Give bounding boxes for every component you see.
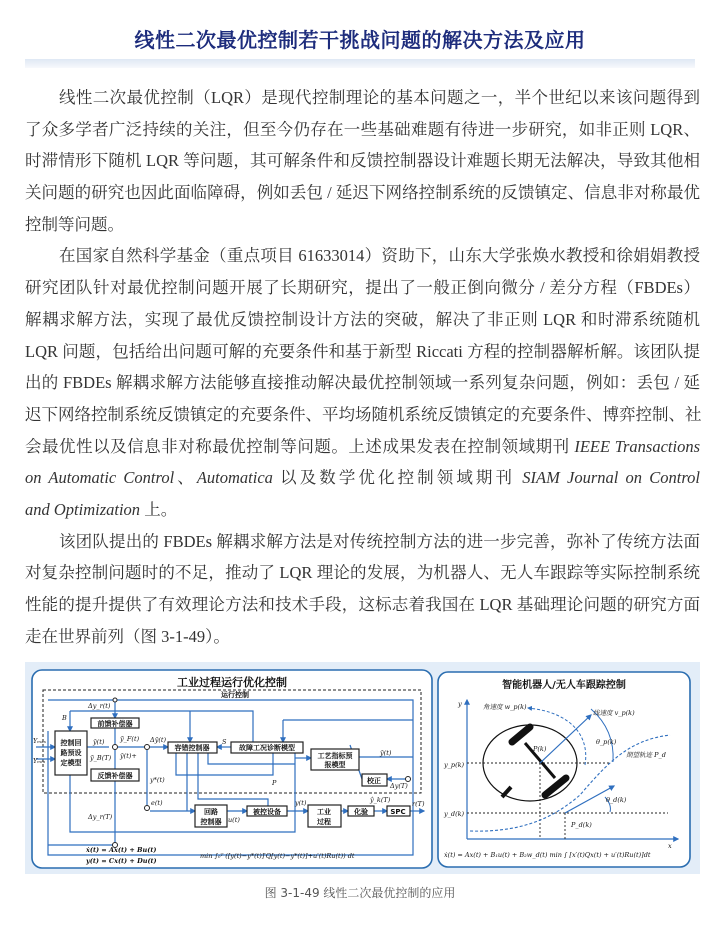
diagram-label: 控制回 (60, 739, 82, 747)
paragraph-line (25, 272, 700, 304)
diagram-label: P(k) (533, 745, 547, 753)
diagram-label: 工艺指标预 (317, 752, 353, 760)
diagram-label: P (272, 779, 277, 787)
paragraph-line (25, 240, 700, 272)
paragraph-line (25, 209, 700, 241)
text-segment: 以及数学优化控制领域期刊 (272, 468, 523, 488)
journal-name-italic: and Optimization (25, 499, 141, 519)
text-segment: LQR 问题，包括给出问题可解的充要条件和基于新型 Riccati 方程的控制器解析解。该团队提 (25, 341, 700, 361)
diagram-label: 期望轨迹 P_d (626, 751, 666, 759)
left-panel-title: 工业过程运行优化控制 (177, 676, 287, 689)
diagram-label: 工业 (317, 808, 331, 816)
diagram-label: Δy(T) (390, 782, 408, 790)
paragraph-line (25, 336, 700, 368)
text-segment: 在国家自然科学基金（重点项目 61633014）资助下，山东大学张焕水教授和徐娟娟教授 (59, 246, 700, 266)
output-equation: y(t) = Cx(t) + Du(t) (86, 857, 157, 865)
paragraph-line (25, 589, 700, 621)
diagram-label: S (222, 738, 227, 746)
text-segment: 出的 FBDEs 解耦求解方法能够直接推动解决最优控制领域一系列复杂问题，例如：丢包 / 延 (25, 373, 700, 393)
text-segment: 线性二次最优控制（LQR）是现代控制理论的基本问题之一，半个世纪以来该问题得到 (59, 88, 700, 107)
diagram-label: 控制器 (200, 818, 222, 826)
diagram-label: Δy_r(t) (88, 702, 111, 710)
diagram-label: 角速度 w_p(k) (483, 703, 527, 711)
diagram-label: 路预设 (60, 749, 82, 757)
text-segment: 走在世界前列（图 3-1-49）。 (25, 626, 230, 646)
page-title: 线性二次最优控制若干挑战问题的解决方法及应用 (134, 28, 586, 52)
text-segment: 对复杂控制问题时的不足，推动了 LQR 理论的发展，为机器人、无人车跟踪等实际控制系统 (25, 563, 700, 583)
diagram-label: B (62, 714, 67, 722)
paragraph-line (25, 494, 700, 526)
diagram-label: y_d(k) (444, 810, 465, 818)
text-segment: 性能的提升提供了有效理论方法和技术手段，这标志着我国在 LQR 基础理论问题的研究方面 (25, 595, 700, 614)
diagram-label: 报模型 (324, 761, 346, 769)
diagram-label: Δy_r(T) (88, 813, 113, 821)
diagram-label: 过程 (317, 818, 331, 826)
diagram-label: θ_d(k) (606, 796, 627, 804)
text-segment: 时滞情形下随机 LQR 等问题，其可解条件和反馈控制器设计难题长期无法解决，导致其他相 (25, 151, 700, 171)
diagram-label: y (458, 700, 462, 708)
diagram-label: 化验 (354, 808, 368, 816)
journal-name-italic: Automatica (196, 468, 273, 488)
journal-name-italic: on Automatic Control (25, 468, 175, 488)
diagram-label: y_p(k) (444, 761, 465, 769)
paragraph-line (25, 621, 700, 653)
paragraph-line (25, 114, 700, 146)
diagram-label: e(t) (151, 799, 163, 807)
paragraph-line (25, 557, 700, 589)
figure-3-1-49 (0, 655, 720, 880)
state-equation: ẋ(t) = Ax(t) + Bu(t) (86, 846, 157, 854)
text-segment: 研究团队针对最优控制问题开展了长期研究，提出了一般正倒向微分 / 差分方程（FBDEs） (25, 278, 700, 298)
paragraph-line (25, 145, 700, 177)
journal-name-italic: SIAM Journal on Control (522, 468, 700, 488)
diagram-label: y(t) (295, 799, 307, 807)
diagram-label: ỹ_B(T) (90, 754, 112, 762)
text-segment: 关问题的研究也因此面临障碍，例如丢包 / 延迟下网络控制系统的反馈镇定、信息非对称最优 (25, 183, 700, 203)
paragraph-line (25, 399, 700, 431)
paragraph-line (25, 367, 700, 399)
diagram-label: ȳ(t) (93, 738, 105, 746)
diagram-label: ȳ(t) (380, 749, 392, 757)
text-segment: 了众多学者广泛持续的关注，但至今仍存在一些基础难题有待进一步研究，如非正则 LQR、 (25, 119, 700, 139)
operation-control-label: 运行控制 (221, 691, 249, 699)
diagram-label: x (668, 842, 672, 850)
text-segment: 上。 (140, 499, 178, 519)
figure-caption: 图 3-1-49 线性二次最优控制的应用 (264, 886, 456, 900)
paragraph-line (25, 431, 700, 463)
article-body (25, 82, 700, 652)
diagram-label: y*(t) (150, 776, 165, 784)
diagram-label: 反馈补偿器 (97, 772, 133, 780)
diagram-label: 线速度 v_p(k) (593, 709, 635, 717)
robot-tracking-panel (438, 672, 690, 867)
journal-name-italic: IEEE Transactions (574, 436, 700, 456)
diagram-label: 容错控制器 (174, 744, 210, 752)
diagram-label: Yₘₐₓ (33, 737, 47, 745)
diagram-label: Δȳ(t) (150, 736, 167, 744)
diagram-label: 被控设备 (253, 808, 281, 816)
diagram-label: SPC (390, 808, 406, 816)
diagram-label: Yₘᵢₙ (33, 757, 46, 765)
paragraph-line (25, 526, 700, 558)
cost-function: min ∫₀ᵀ ([y(t)−y*(t)]′Q[y(t)−y*(t)]+u′(t)Ru(t)) dt (200, 852, 355, 860)
tracking-equation: ẋ(t) = Ax(t) + B₁u(t) + B₂w_d(t) min ∫ [x′(t)Qx(t) + u′(t)Ru(t)]dt (444, 851, 651, 859)
diagram-label: 前馈补偿器 (97, 720, 133, 728)
diagram-label: u(t) (228, 816, 240, 824)
diagram-label: 定模型 (60, 759, 82, 767)
text-segment: 该团队提出的 FBDEs 解耦求解方法是对传统控制方法的进一步完善，弥补了传统方法面 (59, 531, 700, 551)
diagram-label: ȳ(t)+ (120, 752, 137, 760)
diagram-label: 故障工况诊断模型 (239, 744, 295, 752)
paragraph-line (25, 462, 700, 494)
text-segment: 控制等问题。 (25, 214, 124, 234)
text-segment: 解耦求解方法，实现了最优反馈控制设计方法的突破，解决了非正则 LQR 和时滞系统随机 (25, 309, 700, 329)
text-segment: 会最优性以及信息非对称最优控制等问题。上述成果发表在控制领域期刊 (25, 436, 575, 456)
title-underline-bar (25, 59, 695, 68)
diagram-label: ỹ_F(t) (120, 735, 140, 743)
text-segment: 迟下网络控制系统反馈镇定的充要条件、平均场随机系统反馈镇定的充要条件、博弈控制、社 (25, 404, 702, 424)
industrial-process-panel (32, 670, 432, 868)
text-segment: 、 (174, 468, 197, 488)
right-panel-title: 智能机器人/无人车跟踪控制 (502, 680, 626, 691)
paragraph-line (25, 304, 700, 336)
diagram-label: ŷ_k(T) (370, 796, 391, 804)
paragraph-line (25, 177, 700, 209)
diagram-label: θ_p(k) (596, 738, 617, 746)
diagram-label: P_d(k) (571, 821, 592, 829)
diagram-label: 回路 (204, 808, 218, 816)
paragraph-line (25, 82, 700, 114)
diagram-label: r(T) (412, 800, 425, 808)
diagram-label: 校正 (367, 777, 381, 785)
